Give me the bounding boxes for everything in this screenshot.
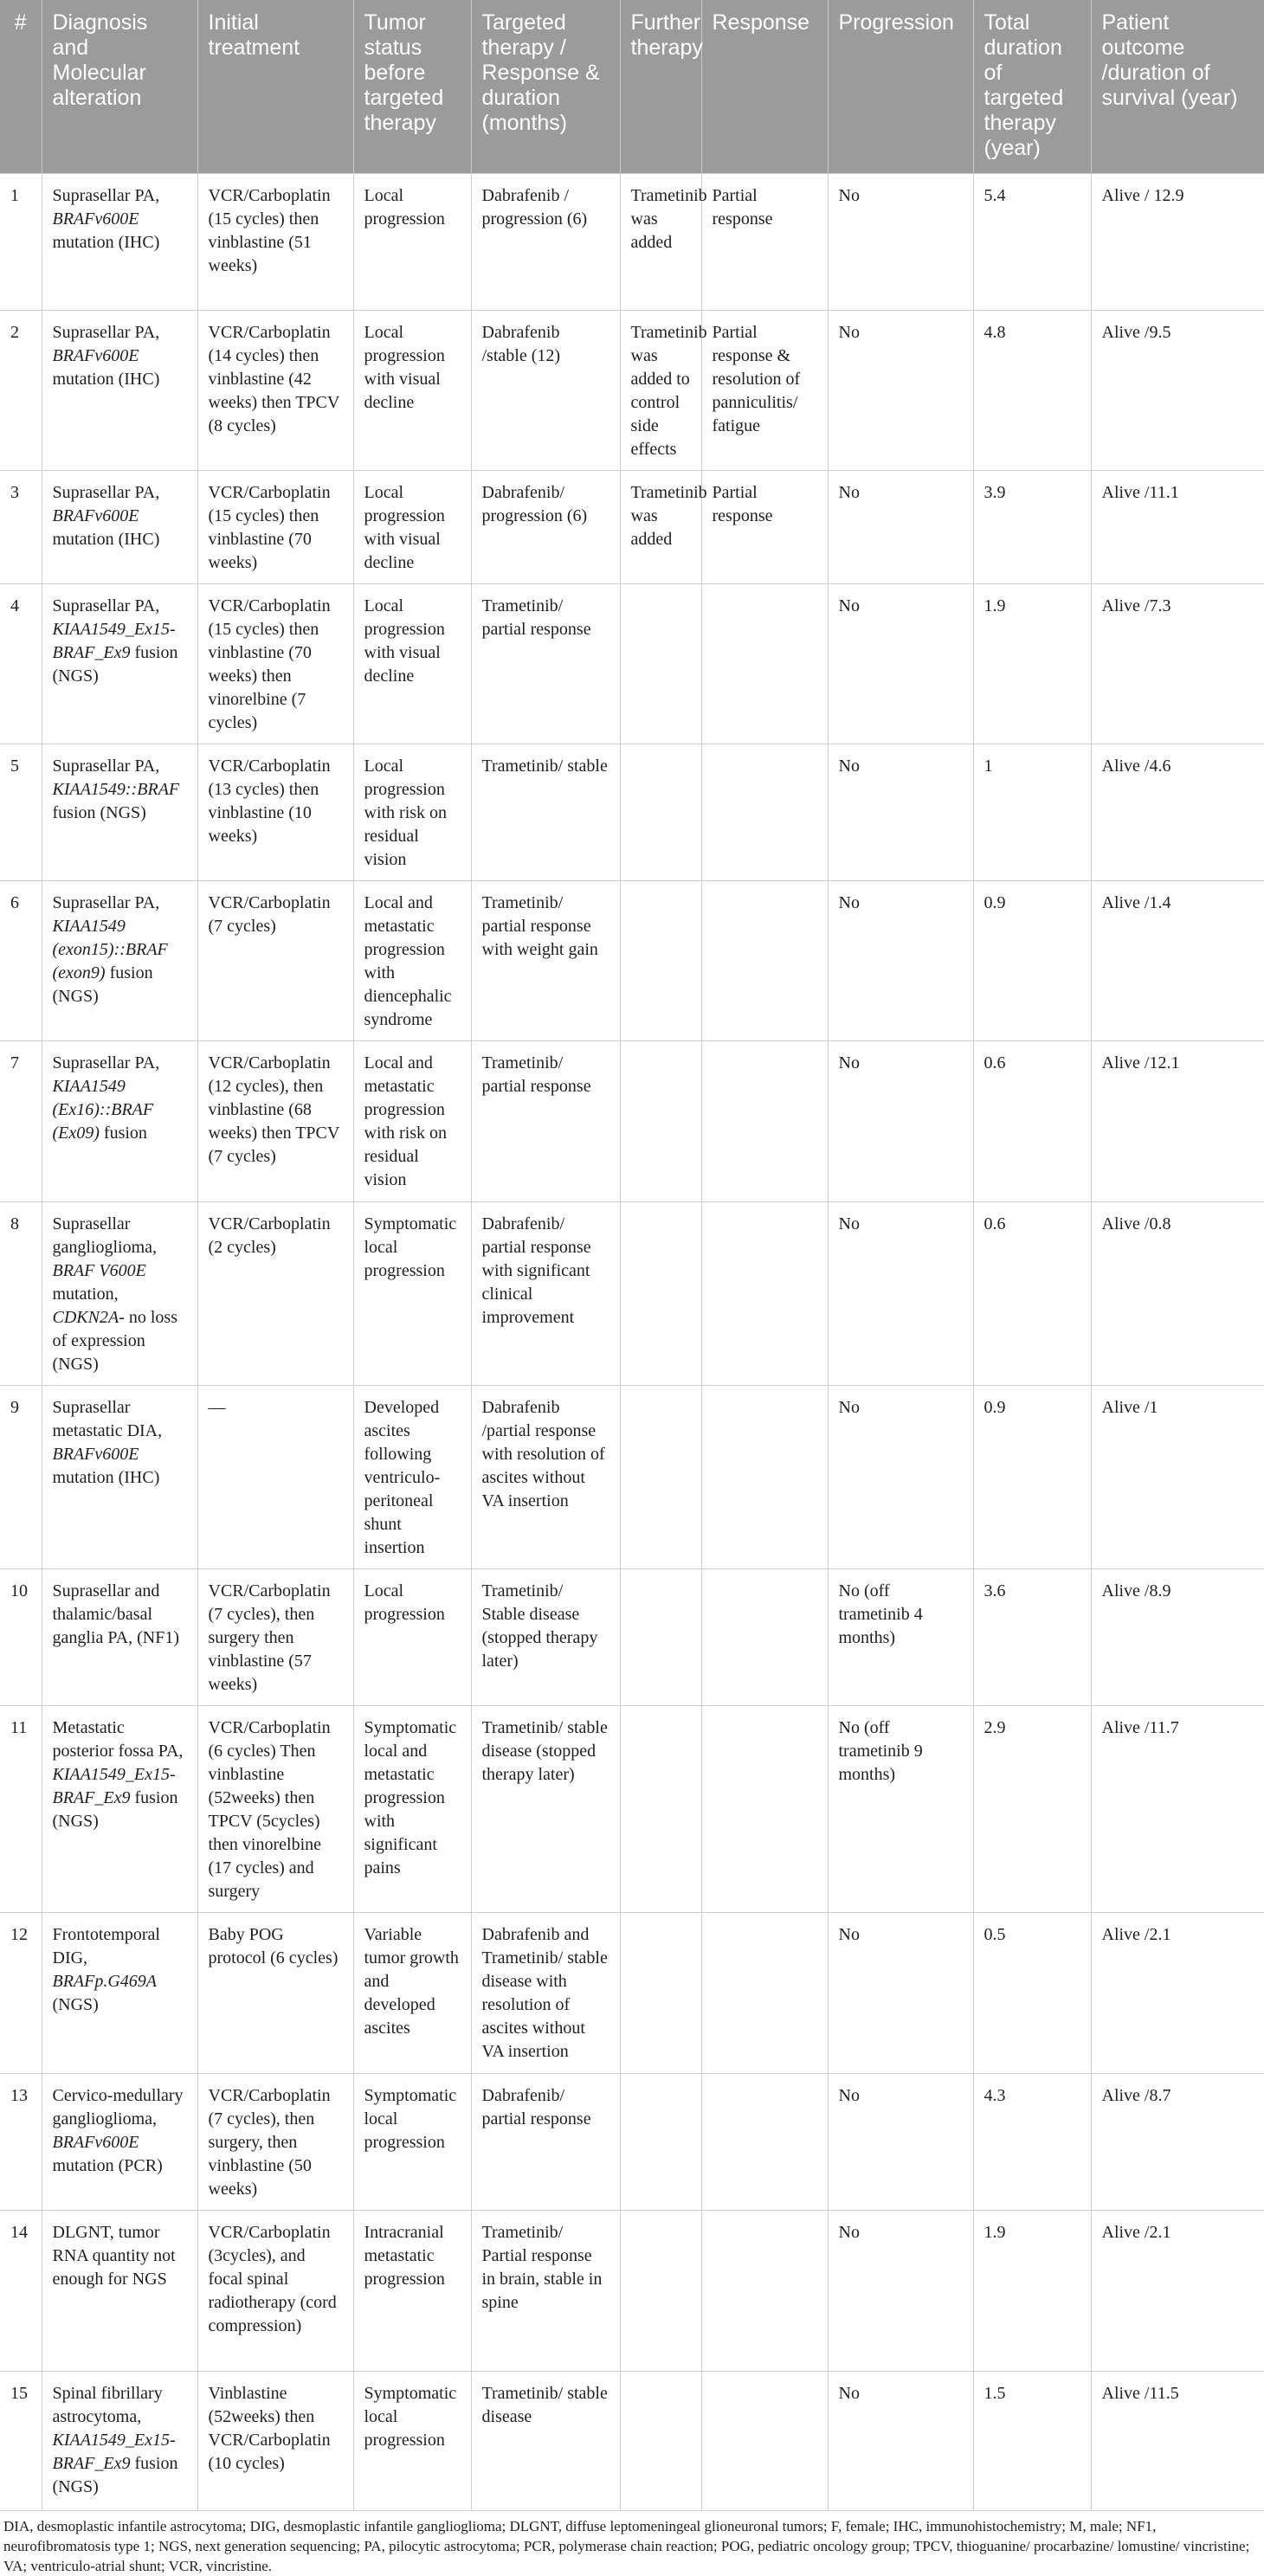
cell-tumor-status: Local and metastatic progression with risk on residual vision — [353, 1041, 471, 1202]
cell-targeted-therapy: Trametinib/ stable — [471, 744, 620, 881]
cell-targeted-therapy: Trametinib/ partial response — [471, 584, 620, 744]
cell-initial-treatment: VCR/Carboplatin (6 cycles) Then vinblastine (52weeks) then TPCV (5cycles) then vinorelbine (17 cycles) and surgery — [197, 1706, 353, 1913]
cell-response — [701, 1569, 828, 1706]
cell-patient-outcome: Alive / 12.9 — [1091, 174, 1264, 311]
cell-targeted-therapy: Trametinib/ stable disease — [471, 2372, 620, 2511]
cell-total-duration: 1.9 — [973, 584, 1091, 744]
col-header-tumor-status: Tumor status before targeted therapy — [353, 0, 471, 174]
cell-total-duration: 3.9 — [973, 471, 1091, 584]
cell-further-therapy: Trametinib was added — [620, 471, 701, 584]
cell-progression: No — [828, 881, 973, 1041]
cell-number: 10 — [0, 1569, 42, 1706]
cell-initial-treatment: VCR/Carboplatin (7 cycles) — [197, 881, 353, 1041]
cell-progression: No (off trametinib 4 months) — [828, 1569, 973, 1706]
col-header-initial-treatment: Initial treatment — [197, 0, 353, 174]
cell-response — [701, 1202, 828, 1386]
cell-response: Partial response & resolution of panniculitis/ fatigue — [701, 311, 828, 471]
cell-patient-outcome: Alive /8.7 — [1091, 2074, 1264, 2211]
cell-diagnosis: Frontotemporal DIG, BRAFp.G469A (NGS) — [42, 1913, 197, 2074]
cell-initial-treatment: VCR/Carboplatin (12 cycles), then vinblastine (68 weeks) then TPCV (7 cycles) — [197, 1041, 353, 1202]
cell-progression: No — [828, 1041, 973, 1202]
cell-progression: No — [828, 2372, 973, 2511]
cell-tumor-status: Variable tumor growth and developed ascites — [353, 1913, 471, 2074]
cell-total-duration: 1.9 — [973, 2211, 1091, 2372]
cell-response — [701, 2074, 828, 2211]
cell-response — [701, 2211, 828, 2372]
cell-number: 1 — [0, 174, 42, 311]
col-header-progression: Progression — [828, 0, 973, 174]
cell-number: 13 — [0, 2074, 42, 2211]
cell-further-therapy — [620, 2372, 701, 2511]
cell-diagnosis: Spinal fibrillary astrocytoma, KIAA1549_Ex15-BRAF_Ex9 fusion (NGS) — [42, 2372, 197, 2511]
cell-response — [701, 1706, 828, 1913]
cell-number: 3 — [0, 471, 42, 584]
cell-targeted-therapy: Dabrafenib /partial response with resolution of ascites without VA insertion — [471, 1386, 620, 1569]
cell-response — [701, 744, 828, 881]
cell-progression: No — [828, 744, 973, 881]
table-row — [0, 2211, 1264, 2372]
cell-response: Partial response — [701, 471, 828, 584]
cell-tumor-status: Developed ascites following ventriculo-peritoneal shunt insertion — [353, 1386, 471, 1569]
cell-initial-treatment: VCR/Carboplatin (15 cycles) then vinblastine (70 weeks) — [197, 471, 353, 584]
cell-progression: No — [828, 2211, 973, 2372]
cell-targeted-therapy: Dabrafenib / progression (6) — [471, 174, 620, 311]
cell-patient-outcome: Alive /8.9 — [1091, 1569, 1264, 1706]
cell-total-duration: 1 — [973, 744, 1091, 881]
cell-diagnosis: Suprasellar PA, BRAFv600E mutation (IHC) — [42, 174, 197, 311]
cell-response — [701, 1041, 828, 1202]
table-row — [0, 744, 1264, 881]
cell-response — [701, 881, 828, 1041]
cell-total-duration: 4.8 — [973, 311, 1091, 471]
cell-total-duration: 1.5 — [973, 2372, 1091, 2511]
cell-diagnosis: Suprasellar and thalamic/basal ganglia PA, (NF1) — [42, 1569, 197, 1706]
cell-further-therapy — [620, 1202, 701, 1386]
table-row — [0, 1041, 1264, 1202]
cell-diagnosis: Suprasellar ganglioglioma, BRAF V600E mutation, CDKN2A- no loss of expression (NGS) — [42, 1202, 197, 1386]
cell-further-therapy — [620, 1913, 701, 2074]
cell-further-therapy — [620, 2074, 701, 2211]
cell-diagnosis: DLGNT, tumor RNA quantity not enough for NGS — [42, 2211, 197, 2372]
cell-patient-outcome: Alive /4.6 — [1091, 744, 1264, 881]
cell-further-therapy — [620, 744, 701, 881]
cell-further-therapy: Trametinib was added — [620, 174, 701, 311]
cell-progression: No — [828, 1386, 973, 1569]
table-row — [0, 881, 1264, 1041]
table-row — [0, 584, 1264, 744]
cell-number: 5 — [0, 744, 42, 881]
cell-tumor-status: Symptomatic local progression — [353, 2074, 471, 2211]
cell-initial-treatment: VCR/Carboplatin (7 cycles), then surgery, then vinblastine (50 weeks) — [197, 2074, 353, 2211]
cell-patient-outcome: Alive /11.5 — [1091, 2372, 1264, 2511]
table-row — [0, 471, 1264, 584]
cell-patient-outcome: Alive /0.8 — [1091, 1202, 1264, 1386]
cell-diagnosis: Suprasellar PA, KIAA1549 (Ex16)::BRAF (Ex09) fusion — [42, 1041, 197, 1202]
cell-number: 4 — [0, 584, 42, 744]
cell-further-therapy — [620, 1706, 701, 1913]
cell-tumor-status: Intracranial metastatic progression — [353, 2211, 471, 2372]
cell-diagnosis: Suprasellar PA, KIAA1549 (exon15)::BRAF (exon9) fusion (NGS) — [42, 881, 197, 1041]
cell-total-duration: 0.9 — [973, 881, 1091, 1041]
cell-diagnosis: Metastatic posterior fossa PA, KIAA1549_Ex15-BRAF_Ex9 fusion (NGS) — [42, 1706, 197, 1913]
cell-progression: No — [828, 1913, 973, 2074]
table-row — [0, 1913, 1264, 2074]
cell-further-therapy: Trametinib was added to control side effects — [620, 311, 701, 471]
cell-number: 11 — [0, 1706, 42, 1913]
table-row — [0, 311, 1264, 471]
cell-targeted-therapy: Dabrafenib and Trametinib/ stable disease with resolution of ascites without VA insertion — [471, 1913, 620, 2074]
cell-total-duration: 0.6 — [973, 1041, 1091, 1202]
cell-initial-treatment: VCR/Carboplatin (3cycles), and focal spinal radiotherapy (cord compression) — [197, 2211, 353, 2372]
cell-patient-outcome: Alive /12.1 — [1091, 1041, 1264, 1202]
cell-targeted-therapy: Dabrafenib/ progression (6) — [471, 471, 620, 584]
cell-tumor-status: Local progression — [353, 174, 471, 311]
table-footnote: DIA, desmoplastic infantile astrocytoma; DIG, desmoplastic infantile ganglioglioma; DLGNT, diffuse leptomeningeal glioneuronal tumors; F, female; IHC, immunohistochemistry; M, male; NF1, neurofibromatosis type 1; NGS, next generation sequencing; PA, pilocytic astrocytoma; PCR, polymerase chain reaction; POG, pediatric oncology group; TPCV, thioguanine/ procarbazine/ lomustine/ vincristine; VA; ventriculo-atrial shunt; VCR, vincristine. — [3, 2518, 1250, 2574]
cell-tumor-status: Symptomatic local progression — [353, 1202, 471, 1386]
cell-targeted-therapy: Trametinib/ Stable disease (stopped therapy later) — [471, 1569, 620, 1706]
col-header-total-duration: Total duration of targeted therapy (year) — [973, 0, 1091, 174]
cell-initial-treatment: VCR/Carboplatin (13 cycles) then vinblastine (10 weeks) — [197, 744, 353, 881]
col-header-response: Response — [701, 0, 828, 174]
table-row — [0, 1202, 1264, 1386]
cell-number: 8 — [0, 1202, 42, 1386]
table-row — [0, 2074, 1264, 2211]
cell-number: 9 — [0, 1386, 42, 1569]
cell-initial-treatment: VCR/Carboplatin (7 cycles), then surgery then vinblastine (57 weeks) — [197, 1569, 353, 1706]
cell-tumor-status: Local progression — [353, 1569, 471, 1706]
cell-further-therapy — [620, 1386, 701, 1569]
cell-total-duration: 0.5 — [973, 1913, 1091, 2074]
cell-initial-treatment: VCR/Carboplatin (15 cycles) then vinblastine (70 weeks) then vinorelbine (7 cycles) — [197, 584, 353, 744]
cell-targeted-therapy: Dabrafenib/ partial response with significant clinical improvement — [471, 1202, 620, 1386]
cell-progression: No — [828, 1202, 973, 1386]
cell-tumor-status: Symptomatic local progression — [353, 2372, 471, 2511]
cell-total-duration: 4.3 — [973, 2074, 1091, 2211]
cell-number: 2 — [0, 311, 42, 471]
cell-tumor-status: Local progression with visual decline — [353, 584, 471, 744]
cell-response — [701, 584, 828, 744]
cell-patient-outcome: Alive /11.7 — [1091, 1706, 1264, 1913]
cell-further-therapy — [620, 1041, 701, 1202]
col-header-diagnosis: Diagnosis and Molecular alteration — [42, 0, 197, 174]
cell-initial-treatment: Vinblastine (52weeks) then VCR/Carboplatin (10 cycles) — [197, 2372, 353, 2511]
table-row — [0, 1569, 1264, 1706]
cell-tumor-status: Local and metastatic progression with diencephalic syndrome — [353, 881, 471, 1041]
cell-initial-treatment: VCR/Carboplatin (2 cycles) — [197, 1202, 353, 1386]
cell-further-therapy — [620, 1569, 701, 1706]
cell-diagnosis: Suprasellar PA, KIAA1549_Ex15-BRAF_Ex9 fusion (NGS) — [42, 584, 197, 744]
cell-total-duration: 5.4 — [973, 174, 1091, 311]
cell-initial-treatment: VCR/Carboplatin (14 cycles) then vinblastine (42 weeks) then TPCV (8 cycles) — [197, 311, 353, 471]
cell-targeted-therapy: Dabrafenib/ partial response — [471, 2074, 620, 2211]
cell-tumor-status: Symptomatic local and metastatic progression with significant pains — [353, 1706, 471, 1913]
cell-targeted-therapy: Dabrafenib /stable (12) — [471, 311, 620, 471]
cell-response: Partial response — [701, 174, 828, 311]
cell-further-therapy — [620, 584, 701, 744]
cell-response — [701, 1386, 828, 1569]
cell-progression: No (off trametinib 9 months) — [828, 1706, 973, 1913]
cell-total-duration: 3.6 — [973, 1569, 1091, 1706]
cell-targeted-therapy: Trametinib/ partial response with weight gain — [471, 881, 620, 1041]
cell-diagnosis: Suprasellar PA, BRAFv600E mutation (IHC) — [42, 311, 197, 471]
cell-response — [701, 2372, 828, 2511]
cell-total-duration: 0.6 — [973, 1202, 1091, 1386]
cell-initial-treatment: Baby POG protocol (6 cycles) — [197, 1913, 353, 2074]
cell-number: 7 — [0, 1041, 42, 1202]
cell-diagnosis: Suprasellar PA, KIAA1549::BRAF fusion (NGS) — [42, 744, 197, 881]
header-row — [0, 0, 1264, 174]
cell-tumor-status: Local progression with risk on residual vision — [353, 744, 471, 881]
cell-diagnosis: Suprasellar PA, BRAFv600E mutation (IHC) — [42, 471, 197, 584]
cell-total-duration: 2.9 — [973, 1706, 1091, 1913]
table-row — [0, 1386, 1264, 1569]
cell-initial-treatment: — — [197, 1386, 353, 1569]
cell-number: 15 — [0, 2372, 42, 2511]
cell-number: 14 — [0, 2211, 42, 2372]
cell-progression: No — [828, 311, 973, 471]
table-row — [0, 2372, 1264, 2511]
cell-diagnosis: Suprasellar metastatic DIA, BRAFv600E mutation (IHC) — [42, 1386, 197, 1569]
cell-progression: No — [828, 471, 973, 584]
table-row — [0, 174, 1264, 311]
cell-number: 12 — [0, 1913, 42, 2074]
cell-patient-outcome: Alive /2.1 — [1091, 2211, 1264, 2372]
col-header-further-therapy: Further therapy — [620, 0, 701, 174]
table-row — [0, 1706, 1264, 1913]
cell-patient-outcome: Alive /11.1 — [1091, 471, 1264, 584]
cell-patient-outcome: Alive /2.1 — [1091, 1913, 1264, 2074]
cell-response — [701, 1913, 828, 2074]
cell-tumor-status: Local progression with visual decline — [353, 311, 471, 471]
cell-further-therapy — [620, 881, 701, 1041]
cell-patient-outcome: Alive /7.3 — [1091, 584, 1264, 744]
col-header-number: # — [0, 0, 42, 174]
cell-tumor-status: Local progression with visual decline — [353, 471, 471, 584]
cell-diagnosis: Cervico-medullary ganglioglioma, BRAFv600E mutation (PCR) — [42, 2074, 197, 2211]
cell-targeted-therapy: Trametinib/ partial response — [471, 1041, 620, 1202]
cell-number: 6 — [0, 881, 42, 1041]
cell-initial-treatment: VCR/Carboplatin (15 cycles) then vinblastine (51 weeks) — [197, 174, 353, 311]
cell-patient-outcome: Alive /1.4 — [1091, 881, 1264, 1041]
table-body — [0, 174, 1264, 2511]
cell-patient-outcome: Alive /9.5 — [1091, 311, 1264, 471]
col-header-targeted-therapy: Targeted therapy / Response & duration (months) — [471, 0, 620, 174]
cell-targeted-therapy: Trametinib/ Partial response in brain, stable in spine — [471, 2211, 620, 2372]
cell-progression: No — [828, 584, 973, 744]
cell-targeted-therapy: Trametinib/ stable disease (stopped therapy later) — [471, 1706, 620, 1913]
cell-total-duration: 0.9 — [973, 1386, 1091, 1569]
cell-further-therapy — [620, 2211, 701, 2372]
col-header-patient-outcome: Patient outcome /duration of survival (year) — [1091, 0, 1264, 174]
cell-patient-outcome: Alive /1 — [1091, 1386, 1264, 1569]
cell-progression: No — [828, 2074, 973, 2211]
cell-progression: No — [828, 174, 973, 311]
